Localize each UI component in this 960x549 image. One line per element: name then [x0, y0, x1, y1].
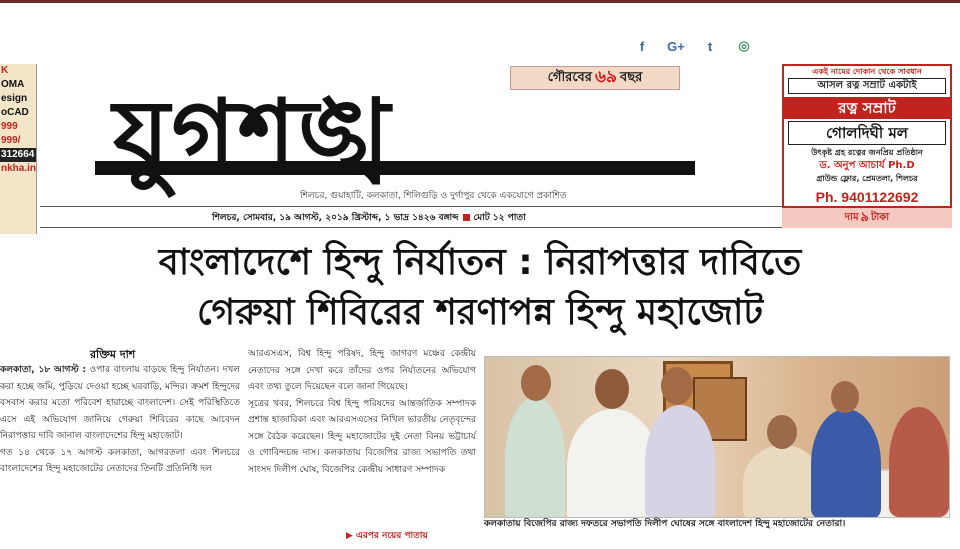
google-plus-icon[interactable]: G+	[667, 38, 685, 54]
dateline-bar	[40, 206, 782, 228]
left-ad-line: OMA	[1, 79, 25, 90]
article-text: গত ১৪ থেকে ১৭ আগস্ট কলকাতা, আগরতলা এবং শিলচরে বাংলাদেশের হিন্দু মহাজোটের নেতাদের তিনটি প্রতিনিধি দল	[0, 447, 240, 474]
price-unit: টাকা	[870, 211, 890, 223]
ad-location: গোলদিঘী মল	[788, 121, 946, 145]
headline-line-1: বাংলাদেশে হিন্দু নির্যাতন : নিরাপত্তার দাবিতে	[158, 242, 802, 283]
left-ad-line: nkha.in	[1, 163, 37, 174]
ad-phone: Ph. 9401122692	[815, 189, 919, 205]
continued-link[interactable]: ▶ এরপর নয়ের পাতায়	[346, 531, 428, 541]
article-dateline: কলকাতা, ১৮ আগস্ট :	[0, 365, 87, 375]
ad-warning: একই নামের দোকান থেকে সাবধান	[784, 66, 950, 78]
separator-square	[463, 214, 470, 221]
byline: রক্তিম দাশ	[90, 348, 136, 361]
news-photo	[484, 356, 950, 518]
article-text: ওপার বাংলায় বাড়ছে হিন্দু নির্যাতন। দখল করা হচ্ছে জমি, পুড়িয়ে দেওয়া হচ্ছে ঘরবাড়ি, মন্দির। ক্রমশ হিন্দুদের বসবাস করার মতো পরিবেশ হারাচ্ছে বাংলাদেশ। সেই পরিস্থিতিতে এসে এই অভিযোগ জানিয়ে গেরুয়া শিবিরের কাছে আবেদন নিরাপত্তার দাবি জানাল বাংলাদেশের হিন্দু মহাজোট।	[0, 365, 240, 441]
article-column-2	[248, 346, 476, 478]
facebook-icon[interactable]: f	[639, 38, 645, 54]
anniversary-badge	[510, 66, 680, 90]
price-label: দাম	[844, 211, 859, 223]
social-links	[632, 38, 754, 54]
editions-line: শিলচর, গুয়াহাটি, কলকাতা, শিলিগুড়ি ও দুর্গাপুর থেকে একযোগে প্রকাশিত	[300, 191, 567, 201]
photo-caption: কলকাতায় বিজেপির রাজ্য দফতরে সভাপতি দিলীপ ঘোষের সঙ্গে বাংলাদেশ হিন্দু মহাজোটের নেতারা।	[484, 519, 846, 529]
main-headline	[0, 238, 960, 338]
ad-person: ড. অনুপ আচার্য Ph.D	[819, 160, 915, 171]
issue-date: শিলচর, সোমবার, ১৯ আগস্ট, ২০১৯ খ্রিস্টাব্দ, ১ ভাদ্র ১৪২৬ বঙ্গাব্দ	[212, 212, 459, 223]
person-head	[767, 415, 797, 449]
left-ad-line: 999	[1, 121, 18, 132]
left-ad-line: 312664	[1, 149, 35, 160]
left-ad-line: K	[1, 65, 9, 76]
top-border	[0, 0, 960, 3]
left-ad-line: oCAD	[1, 107, 29, 118]
left-ad-line: esign	[1, 93, 28, 104]
person-head	[831, 381, 859, 413]
headline-line-2: গেরুয়া শিবিরের শরণাপন্ন হিন্দু মহাজোট	[196, 292, 764, 333]
person-figure	[505, 397, 565, 518]
person-head	[661, 367, 693, 405]
ad-address: গ্রাউন্ড ফ্লোর, প্রেমতলা, শিলচর	[816, 174, 918, 183]
person-figure	[811, 409, 881, 518]
person-figure	[889, 407, 949, 517]
newspaper-title: যুগশঙ্খ	[113, 79, 392, 193]
anniversary-prefix: গৌরবের	[547, 69, 592, 85]
anniversary-number: ৬৯	[594, 67, 618, 87]
whatsapp-icon[interactable]: ◎	[738, 38, 750, 53]
article-text: সূত্রের খবর, শিলচরে বিশ্ব হিন্দু পরিষদের আন্তর্জাতিক সম্পাদক প্রশান্ত হাজারিকা এবং আরএসএসের নিখিল ভারতীয় নেতৃবৃন্দের সঙ্গে বৈঠক করেছেন। হিন্দু মহাজোটের দুই নেতা বিনয় ভট্টাচার্য ও গোবিন্দচন্দ্র দাস। কলকাতায় বিজেপির রাজ্য সভাপতি তথা সাংসদ দিলীপ ঘোষ, বিজেপির কেন্দ্রীয় সাধারণ সম্পাদক	[248, 398, 476, 475]
left-advertisement[interactable]	[0, 64, 37, 234]
person-figure	[645, 405, 715, 518]
price-box	[782, 208, 952, 228]
right-advertisement[interactable]	[782, 64, 952, 208]
article-column-1	[0, 362, 240, 478]
twitter-icon[interactable]: t	[707, 38, 713, 54]
price-amount: ৯	[860, 209, 869, 225]
ad-brand: রত্ন সম্রাট	[784, 97, 950, 119]
left-ad-line: 999/	[1, 135, 21, 146]
ad-authentic: আসল রত্ন সম্রাট একটাই	[788, 78, 946, 94]
person-head	[595, 369, 629, 409]
article-text: আরএসএস, বিশ্ব হিন্দু পরিষদ, হিন্দু জাগরণ মঞ্চের কেন্দ্রীয় নেতাদের সঙ্গে দেখা করে তাঁদের ওপর নির্যাতনের অভিযোগ এবং তথ্য তুলে দিয়েছেন বলে জানা গিয়েছে।	[248, 349, 476, 392]
ad-tagline: উৎকৃষ্ট গ্রহ রত্নের জনপ্রিয় প্রতিষ্ঠান	[811, 148, 923, 157]
page-count: মোট ১২ পাতা	[473, 212, 526, 223]
anniversary-suffix: বছর	[620, 69, 643, 85]
person-head	[521, 365, 551, 401]
